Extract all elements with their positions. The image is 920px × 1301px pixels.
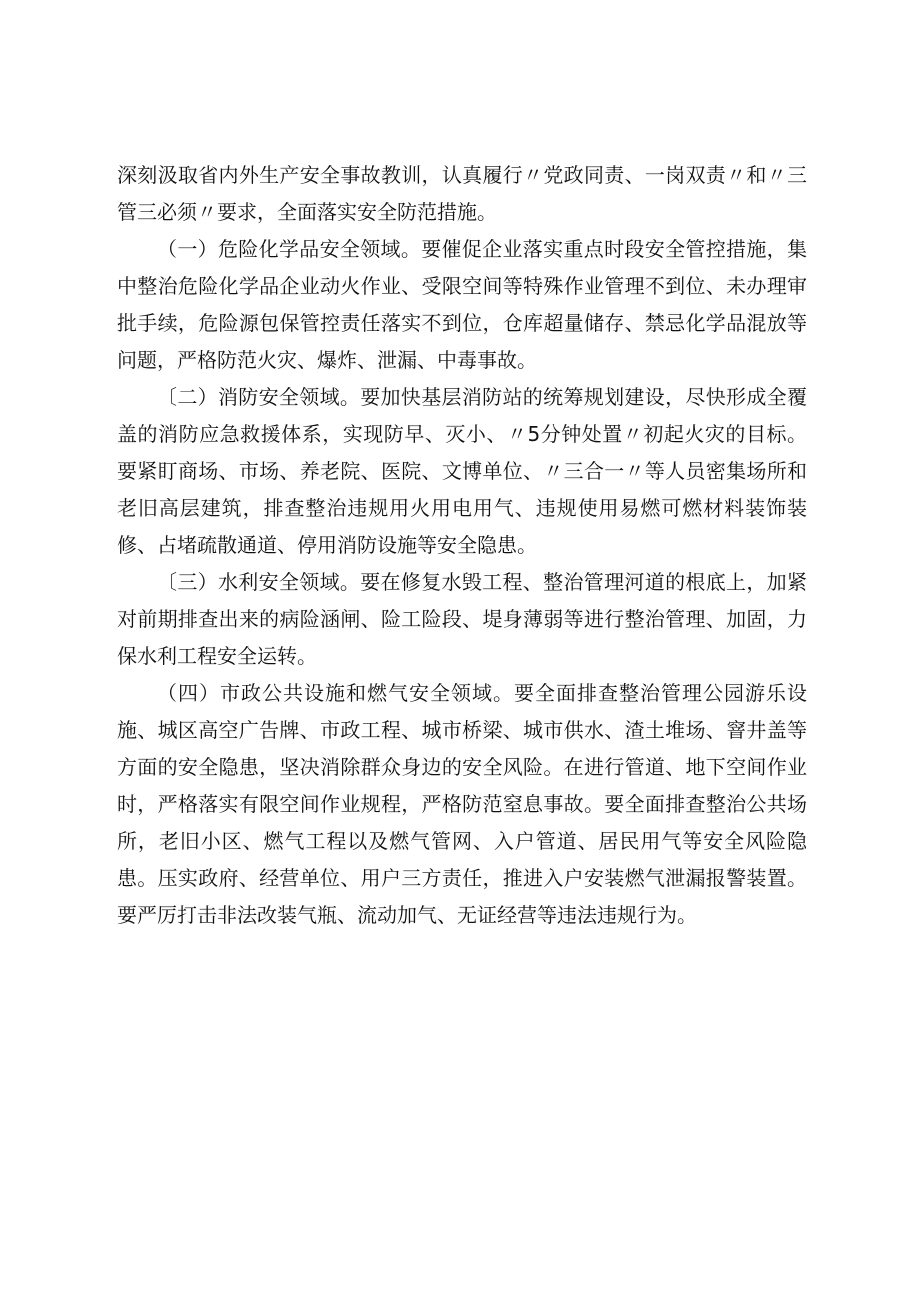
paragraph-intro: 深刻汲取省内外生产安全事故教训，认真履行〃党政同责、一岗双责〃和〃三管三必须〃要求，全面落实安全防范措施。 [117, 163, 807, 224]
paragraph-municipal-gas-safety: （四）市政公共设施和燃气安全领域。要全面排查整治管理公园游乐设施、城区高空广告牌、市政工程、城市桥梁、城市供水、渣土堆场、窨井盖等方面的安全隐患，坚决消除群众身边的安全风险。在进行管道、地下空间作业时，严格落实有限空间作业规程，严格防范窒息事故。要全面排查整治公共场所，老旧小区、燃气工程以及燃气管网、入户管道、居民用气等安全风险隐患。压实政府、经营单位、用户三方责任，推进入户安装燃气泄漏报警装置。要严厉打击非法改装气瓶、流动加气、无证经营等违法违规行为。 [117, 681, 807, 927]
paragraph-water-safety: 〔三）水利安全领域。要在修复水毁工程、整治管理河道的根底上，加紧对前期排查出来的病险涵闸、险工险段、堤身薄弱等进行整治管理、加固，力保水利工程安全运转。 [117, 570, 807, 668]
document-body [117, 157, 807, 934]
paragraph-hazardous-chemicals: （一）危险化学品安全领域。要催促企业落实重点时段安全管控措施，集中整治危险化学品企业动火作业、受限空间等特殊作业管理不到位、未办理审批手续，危险源包保管控责任落实不到位，仓库超量储存、禁忌化学品混放等问题，严格防范火灾、爆炸、泄漏、中毒事故。 [117, 237, 807, 372]
paragraph-fire-safety: 〔二）消防安全领域。要加快基层消防站的统筹规划建设，尽快形成全覆盖的消防应急救援体系，实现防早、灭小、〃5分钟处置〃初起火灾的目标。要紧盯商场、市场、养老院、医院、文博单位、〃三合一〃等人员密集场所和老旧高层建筑，排查整治违规用火用电用气、违规使用易燃可燃材料装饰装修、占堵疏散通道、停用消防设施等安全隐患。 [117, 385, 807, 557]
